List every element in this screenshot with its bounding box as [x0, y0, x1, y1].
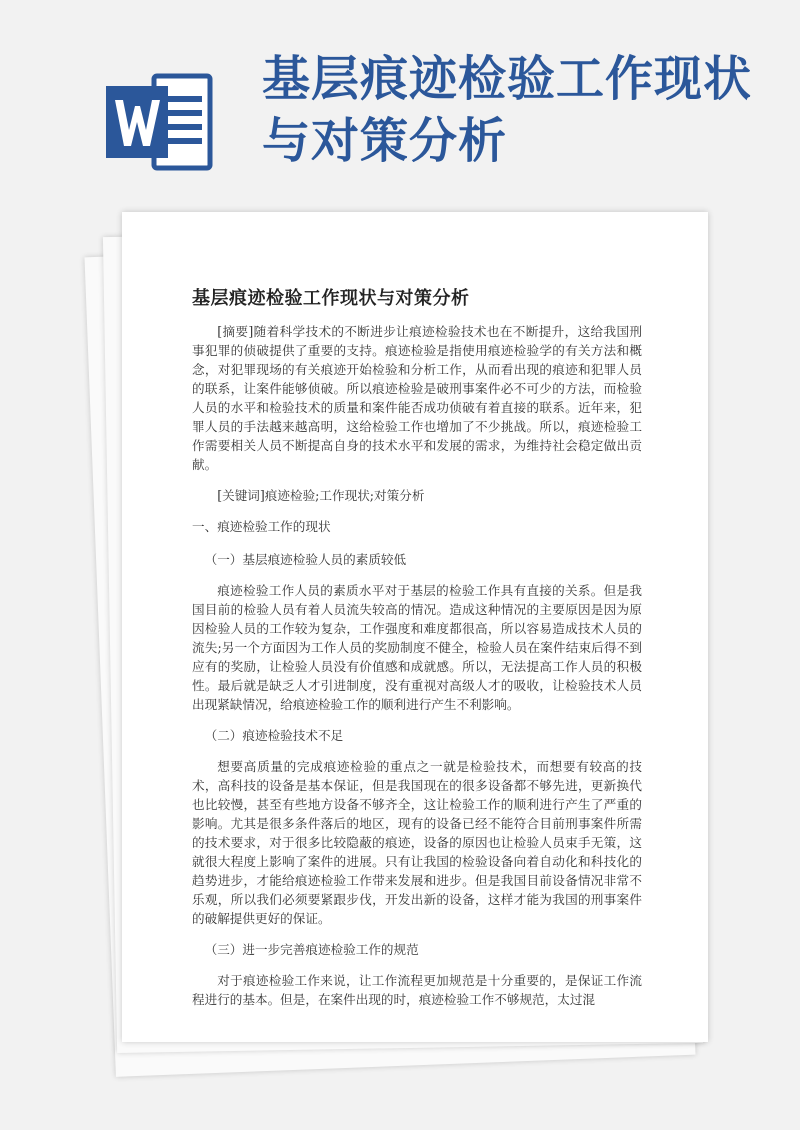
document-page [122, 212, 708, 1042]
document-body [192, 322, 642, 1009]
subsection-heading-2: （二）痕迹检验技术不足 [204, 728, 344, 743]
abstract-paragraph: [摘要]随着科学技术的不断进步让痕迹检验技术也在不断提升，这给我国刑事犯罪的侦破提供了重要的支持。痕迹检验是指使用痕迹检验学的有关方法和概念，对犯罪现场的有关痕迹开始检验和分析工作，从而看出现的痕迹和犯罪人员的联系，让案件能够侦破。所以痕迹检验是破刑事案件必不可少的方法，而检验人员的水平和检验技术的质量和案件能否成功侦破有着直接的联系。近年来，犯罪人员的手法越来越高明，这给检验工作也增加了不少挑战。所以，痕迹检验工作需要相关人员不断提高自身的技术水平和发展的需求，为维持社会稳定做出贡献。 [192, 324, 642, 472]
document-title: 基层痕迹检验工作现状与对策分析 [192, 288, 470, 309]
section-heading-1: 一、痕迹检验工作的现状 [192, 519, 331, 534]
banner-title-line-1: 基层痕迹检验工作现状 [262, 51, 753, 107]
body-paragraph-2: 想要高质量的完成痕迹检验的重点之一就是检验技术，而想要有较高的技术，高科技的设备是基本保证，但是我国现在的很多设备都不够先进，更新换代也比较慢，甚至有些地方设备不够齐全，这让检验工作的顺利进行产生了严重的影响。尤其是很多条件落后的地区，现有的设备已经不能符合目前刑事案件所需的技术要求，对于很多比较隐蔽的痕迹，设备的原因也让检验人员束手无策，这就很大程度上影响了案件的进展。只有让我国的检验设备向着自动化和科技化的趋势进步，才能给痕迹检验工作带来发展和进步。但是我国目前设备情况非常不乐观，所以我们必须要紧跟步伐，开发出新的设备，这样才能为我国的刑事案件的破解提供更好的保证。 [192, 759, 642, 926]
banner-title-line-2: 与对策分析 [262, 113, 508, 169]
banner-title [262, 48, 782, 172]
subsection-heading-3: （三）进一步完善痕迹检验工作的规范 [204, 942, 419, 957]
subsection-heading-1: （一）基层痕迹检验人员的素质较低 [204, 552, 407, 567]
word-document-icon [106, 72, 226, 172]
body-paragraph-1: 痕迹检验工作人员的素质水平对于基层的检验工作具有直接的关系。但是我国目前的检验人员有着人员流失较高的情况。造成这种情况的主要原因是因为原因检验人员的工作较为复杂，工作强度和难度都很高，所以容易造成技术人员的流失;另一个方面因为工作人员的奖励制度不健全，检验人员在案件结束后得不到应有的奖励，让检验人员没有价值感和成就感。所以，无法提高工作人员的积极性。最后就是缺乏人才引进制度，没有重视对高级人才的吸收，让检验技术人员出现紧缺情况，给痕迹检验工作的顺利进行产生不利影响。 [192, 583, 642, 712]
body-paragraph-3: 对于痕迹检验工作来说，让工作流程更加规范是十分重要的，是保证工作流程进行的基本。但是，在案件出现的时，痕迹检验工作不够规范，太过混 [192, 973, 642, 1007]
keywords-line: [关键词]痕迹检验;工作现状;对策分析 [217, 488, 425, 503]
